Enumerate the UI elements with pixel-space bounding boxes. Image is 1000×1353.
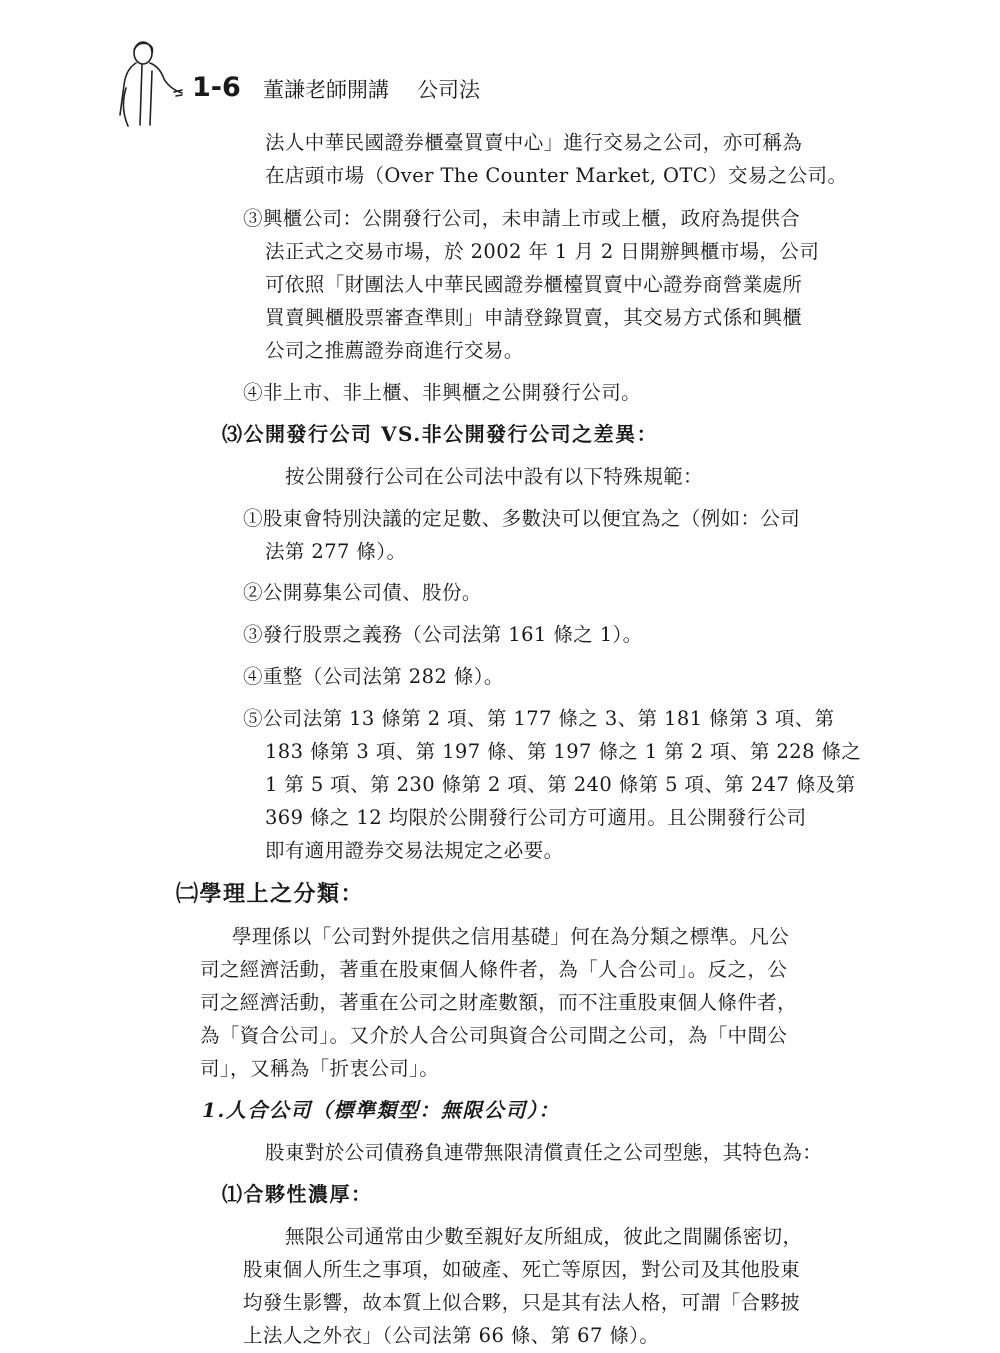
text-line: 法正式之交易市場，於 2002 年 1 月 2 日開辦興櫃市場，公司 xyxy=(265,240,820,263)
paragraph-line: 均發生影響，故本質上似合夥，只是其有法人格，可謂「合夥披 xyxy=(243,1291,801,1314)
page-number: 1-6 xyxy=(192,72,241,103)
list-item-3b: ③發行股票之義務（公司法第 161 條之 1）。 xyxy=(243,623,643,646)
text-line: 法人中華民國證券櫃臺買賣中心」進行交易之公司，亦可稱為 xyxy=(265,131,803,154)
teacher-illustration xyxy=(112,38,190,130)
section-heading-3: ⑶公開發行公司 VS.非公開發行公司之差異： xyxy=(222,422,659,446)
list-item-2: ②公開募集公司債、股份。 xyxy=(243,581,482,604)
list-item-4b: ④重整（公司法第 282 條）。 xyxy=(243,665,504,688)
text-line: 買賣興櫃股票審查準則」申請登錄買賣，其交易方式係和興櫃 xyxy=(265,306,803,329)
book-title: 董謙老師開講 xyxy=(263,78,389,102)
paragraph-line: 司之經濟活動，著重在股東個人條件者，為「人合公司」。反之，公 xyxy=(200,958,788,981)
paragraph-line: 無限公司通常由少數至親好友所組成，彼此之間關係密切， xyxy=(285,1225,803,1248)
paragraph-line: 學理係以「公司對外提供之信用基礎」何在為分類之標準。凡公 xyxy=(232,925,790,948)
text-line: 公司之推薦證券商進行交易。 xyxy=(265,339,524,362)
paragraph-line: 為「資合公司」。又介於人合公司與資合公司間之公司，為「中間公 xyxy=(200,1024,788,1047)
text-line: 1 第 5 項、第 230 條第 2 項、第 240 條第 5 項、第 247 條及第 xyxy=(265,773,856,796)
paragraph-intro: 按公開發行公司在公司法中設有以下特殊規範： xyxy=(285,465,703,488)
text-line: 369 條之 12 均限於公開發行公司方可適用。且公開發行公司 xyxy=(265,806,807,829)
list-item-3: ③興櫃公司：公開發行公司，未申請上市或上櫃，政府為提供合 xyxy=(243,207,801,230)
list-item-1: ①股東會特別決議的定足數、多數決可以便宜為之（例如：公司 xyxy=(243,507,801,530)
subject-title: 公司法 xyxy=(417,78,480,102)
subsection-heading-1: 1.人合公司（標準類型：無限公司）： xyxy=(202,1098,560,1122)
paragraph-line: 股東個人所生之事項，如破產、死亡等原因，對公司及其他股東 xyxy=(243,1258,801,1281)
list-item-4: ④非上市、非上櫃、非興櫃之公開發行公司。 xyxy=(243,381,642,404)
paragraph-line: 司之經濟活動，著重在公司之財產數額，而不注重股東個人條件者， xyxy=(200,991,798,1014)
text-line: 在店頭市場（Over The Counter Market, OTC）交易之公司。 xyxy=(265,164,848,187)
text-line: 可依照「財團法人中華民國證券櫃檯買賣中心證券商營業處所 xyxy=(265,273,803,296)
paragraph-line: 股東對於公司債務負連帶無限清償責任之公司型態，其特色為： xyxy=(265,1141,823,1164)
text-line: 183 條第 3 項、第 197 條、第 197 條之 1 第 2 項、第 228 條之 xyxy=(265,740,862,763)
running-header xyxy=(263,74,508,104)
section-heading-2: ㈡學理上之分類： xyxy=(176,881,365,907)
text-line: 即有適用證券交易法規定之必要。 xyxy=(265,839,564,862)
paragraph-line: 司」，又稱為「折衷公司」。 xyxy=(200,1057,440,1080)
text-line: 法第 277 條）。 xyxy=(265,540,407,563)
paragraph-line: 上法人之外衣」（公司法第 66 條、第 67 條）。 xyxy=(243,1324,660,1347)
list-item-5: ⑤公司法第 13 條第 2 項、第 177 條之 3、第 181 條第 3 項、第 xyxy=(243,707,835,730)
subsection-heading: ⑴合夥性濃厚： xyxy=(222,1182,373,1206)
